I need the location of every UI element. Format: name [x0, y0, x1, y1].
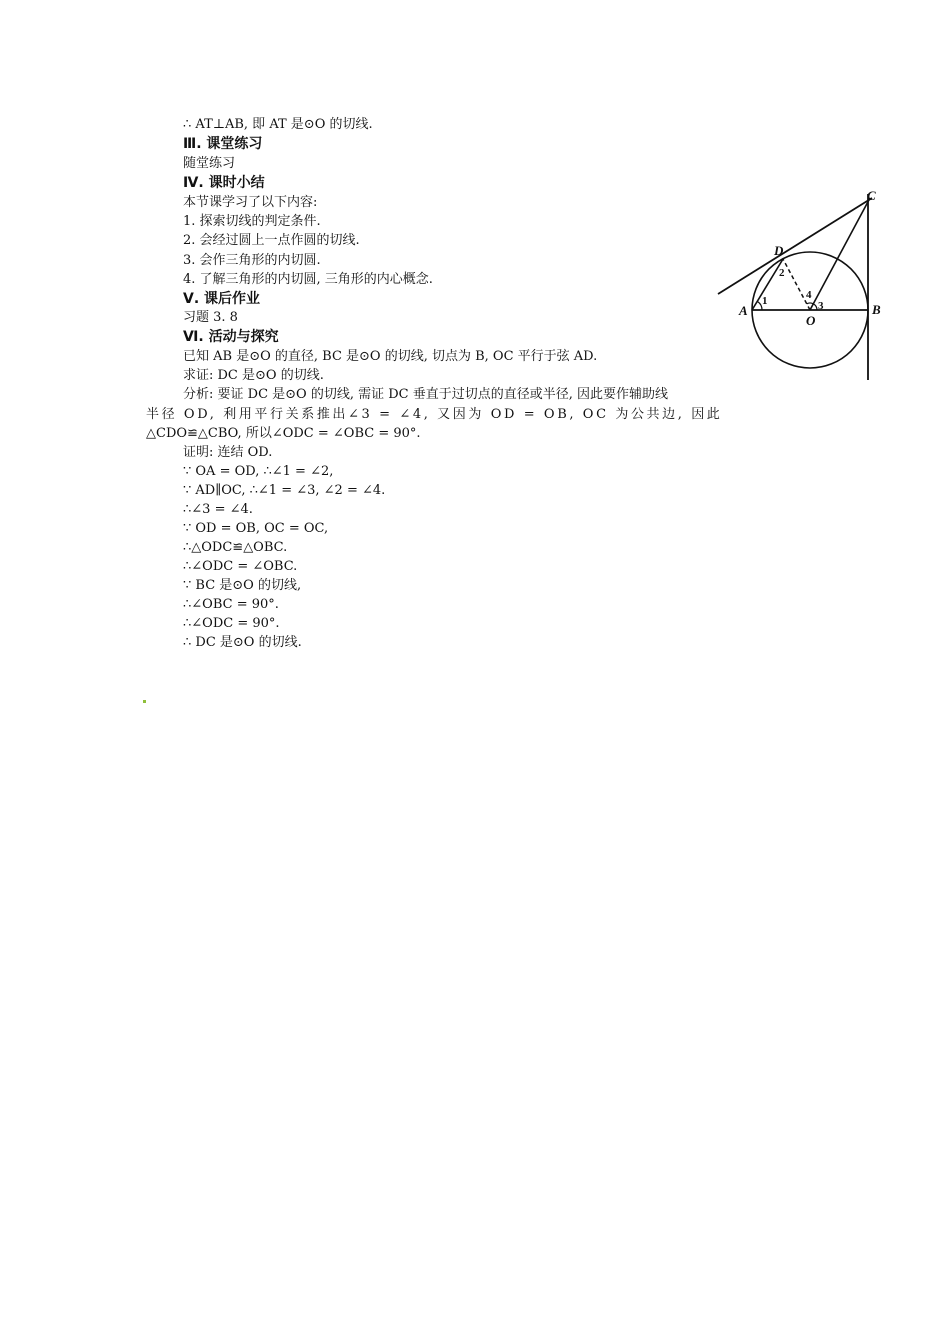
- proof-start: 证明: 连结 OD.: [183, 445, 273, 460]
- summary-item-4: 4. 了解三角形的内切圆, 三角形的内心概念.: [183, 272, 433, 287]
- proof-step-4: ∵ OD = OB, OC = OC,: [183, 521, 329, 536]
- problem-given: 已知 AB 是⊙O 的直径, BC 是⊙O 的切线, 切点为 B, OC 平行于弦 AD.: [183, 349, 598, 364]
- segment-od-dashed: [783, 259, 810, 310]
- label-angle-2: 2: [779, 267, 785, 279]
- text-conclusion: ∴ AT⊥AB, 即 AT 是⊙O 的切线.: [183, 117, 373, 132]
- label-angle-3: 3: [818, 300, 824, 312]
- proof-step-8: ∴∠OBC = 90°.: [183, 597, 279, 612]
- problem-prove: 求证: DC 是⊙O 的切线.: [183, 368, 324, 383]
- label-point-d: D: [774, 243, 784, 258]
- proof-step-2: ∵ AD∥OC, ∴∠1 = ∠3, ∠2 = ∠4.: [183, 483, 386, 498]
- label-angle-1: 1: [762, 295, 768, 307]
- summary-item-1: 1. 探索切线的判定条件.: [183, 214, 321, 229]
- text-summary-intro: 本节课学习了以下内容:: [183, 195, 318, 210]
- summary-item-2: 2. 会经过圆上一点作圆的切线.: [183, 233, 360, 248]
- proof-step-1: ∵ OA = OD, ∴∠1 = ∠2,: [183, 464, 334, 479]
- section-heading-homework: Ⅴ. 课后作业: [183, 291, 261, 307]
- analysis-line-1: 分析: 要证 DC 是⊙O 的切线, 需证 DC 垂直于过切点的直径或半径, 因此要作辅助线: [183, 387, 668, 402]
- geometry-figure: [712, 186, 890, 382]
- text-homework: 习题 3. 8: [183, 310, 238, 325]
- tangent-dc: [718, 198, 872, 294]
- stray-mark: [143, 700, 146, 703]
- label-angle-4: 4: [806, 289, 812, 301]
- segment-oc: [810, 198, 870, 310]
- section-heading-practice: Ⅲ. 课堂练习: [183, 136, 263, 152]
- angle-arc-3: [813, 304, 817, 310]
- text-practice: 随堂练习: [183, 156, 236, 171]
- analysis-line-3: △CDO≌△CBO, 所以∠ODC = ∠OBC = 90°.: [146, 426, 421, 441]
- summary-item-3: 3. 会作三角形的内切圆.: [183, 253, 321, 268]
- proof-step-5: ∴△ODC≌△OBC.: [183, 540, 288, 555]
- label-point-b: B: [872, 302, 881, 317]
- proof-step-6: ∴∠ODC = ∠OBC.: [183, 559, 298, 574]
- proof-step-3: ∴∠3 = ∠4.: [183, 502, 253, 517]
- section-heading-activity: Ⅵ. 活动与探究: [183, 329, 279, 345]
- proof-conclusion: ∴ DC 是⊙O 的切线.: [183, 635, 302, 650]
- label-point-a: A: [739, 303, 748, 318]
- label-point-c: C: [867, 188, 876, 203]
- proof-step-7: ∵ BC 是⊙O 的切线,: [183, 578, 302, 593]
- section-heading-summary: Ⅳ. 课时小结: [183, 175, 265, 191]
- geometry-svg: [712, 186, 890, 382]
- analysis-line-2: 半径 OD, 利用平行关系推出∠3 = ∠4, 又因为 OD = OB, OC 为公共边, 因此: [146, 407, 723, 422]
- proof-step-9: ∴∠ODC = 90°.: [183, 616, 280, 631]
- angle-arc-4: [807, 303, 814, 304]
- label-point-o: O: [806, 313, 816, 328]
